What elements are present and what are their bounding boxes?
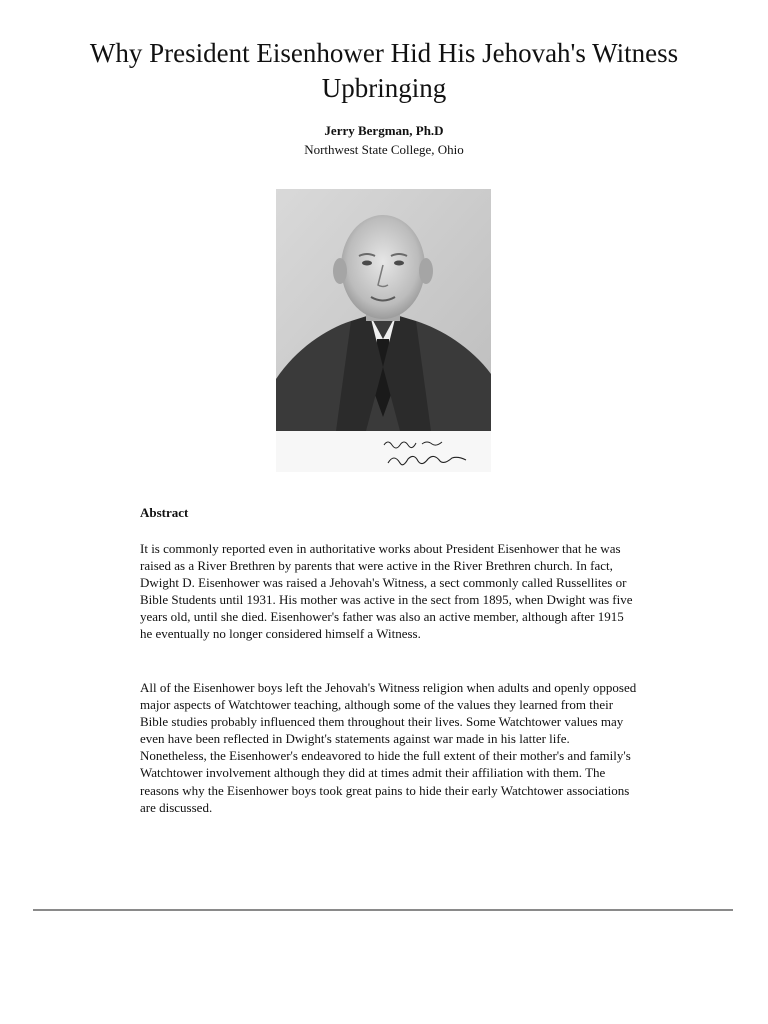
author-name: Jerry Bergman, Ph.D — [324, 123, 444, 138]
abstract-paragraph: It is commonly reported even in authoritative works about President Eisenhower that he was raised as a River Brethren by parents that were active in the River Brethren church. In fact, Dwight D. Eisenhower was raised a Jehovah's Witness, a sect commonly called Russellites or Bible Students until 1931. His mother was active in the sect from 1895, when Dwight was five years old, until she died. Eisenhower's father was also an active member, although after 1915 he eventually no longer considered himself a Witness. — [140, 541, 633, 642]
abstract-heading: Abstract — [140, 505, 189, 520]
portrait-photo — [276, 189, 491, 472]
document-title: Why President Eisenhower Hid His Jehovah's Witness Upbringing — [89, 38, 679, 103]
abstract-paragraph: All of the Eisenhower boys left the Jehovah's Witness religion when adults and openly opposed major aspects of Watchtower teaching, although some of the values they learned from their Bible studies probably influenced them throughout their lives. Some Watchtower values may even have been reflected in Dwight's statements against war made in his latter life. Nonetheless, the Eisenhower's endeavored to hide the full extent of their mother's and family's Watchtower involvement although they did at times admit their affiliation with them. The reasons why the Eisenhower boys took great pains to hide their early Watchtower associations are discussed. — [140, 680, 637, 815]
author-affiliation: Northwest State College, Ohio — [304, 142, 464, 157]
horizontal-divider — [33, 909, 733, 911]
